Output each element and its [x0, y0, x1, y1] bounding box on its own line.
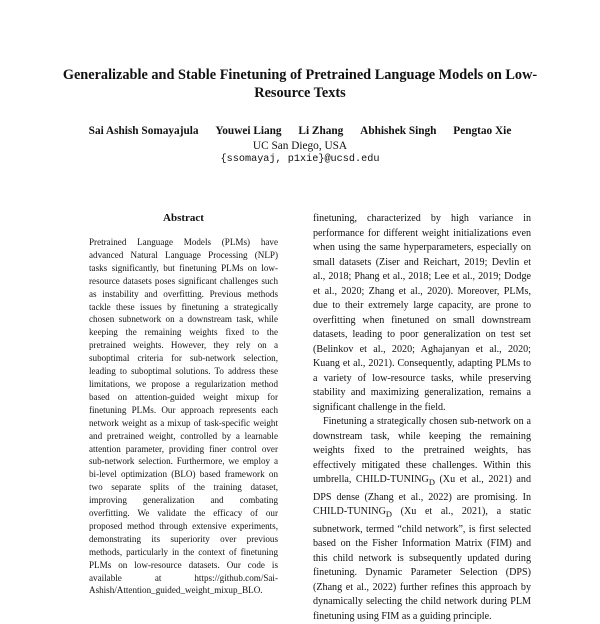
abstract-text: Pretrained Language Models (PLMs) have advanced Natural Language Processing (NLP) tasks significantly, but finetuning PLMs on low-resource datasets poses significant challenges such as instability and overfitting. Previous methods tackle these issues by finetuning a strategically chosen subnetwork on a downstream task, while keeping the remaining weights fixed to the pretrained weights. However, they rely on a suboptimal criteria for sub-network selection, leading to suboptimal solutions. To address these limitations, we propose a regularization method based on attention-guided weight mixup for finetuning PLMs. Our approach represents each network weight as a mixup of task-specific weight and pretrained weight, controlled by a learnable attention parameter, providing finer control over sub-network selection. Furthermore, we employ a bi-level optimization (BLO) based framework on two separate splits of the training dataset, improving generalization and combating overfitting. We validate the efficacy of our proposed method through extensive experiments, demonstrating its superiority over previous methods, particularly in the context of finetuning PLMs on low-resource datasets. Our code is available at https://github.com/Sai-Ashish/Attention_guided_weight_mixup_BLO.	[89, 237, 278, 596]
author-list	[30, 124, 570, 139]
paragraph-text: Finetuning a strategically chosen sub-network on a downstream task, while keeping the remaining weights fixed to the pretrained weights, has effectively mitigated these challenges. Within this umbrella, CHILD-TUNING	[313, 416, 531, 485]
paragraph-text: (Xu et al., 2021), a static subnetwork, termed “child network”, is first selected based on the Fisher Information Matrix (FIM) and this child network is subsequently updated during finetuning. Dynamic Parameter Selection (DPS) (Zhang et al., 2022) further refines this approach by dynamically selecting the child network during PLM finetuning using FIM as a guiding principle.	[313, 506, 531, 622]
subscript: D	[428, 478, 435, 488]
author-name: Li Zhang	[298, 125, 344, 137]
body-paragraph	[313, 415, 531, 624]
body-column	[313, 212, 531, 624]
author-email: {ssomayaj, p1xie}@ucsd.edu	[220, 154, 380, 165]
author-name: Youwei Liang	[215, 125, 282, 137]
paper-title: Generalizable and Stable Finetuning of Pretrained Language Models on Low-Resource Texts	[62, 67, 538, 101]
author-name: Abhishek Singh	[360, 125, 437, 137]
author-name: Pengtao Xie	[453, 125, 512, 137]
author-name: Sai Ashish Somayajula	[88, 125, 199, 137]
paragraph-text: (Xu et al., 2021) and DPS dense (Zhang et al., 2022) are promising. In CHILD-TUNING	[313, 474, 531, 518]
subscript: D	[385, 510, 392, 520]
abstract-heading: Abstract	[163, 212, 204, 224]
affiliation: UC San Diego, USA	[252, 140, 348, 152]
body-paragraph: finetuning, characterized by high variance in performance for different weight initializations even when using the same hyperparameters, especially on small datasets (Ziser and Reichart, 2019; Devlin et al., 2018; Phang et al., 2018; Lee et al., 2019; Dodge et al., 2020; Zhang et al., 2020). Moreover, PLMs, due to their extremely large capacity, are prone to overfitting when finetuned on small downstream datasets, leading to poor generalization on test set (Belinkov et al., 2020; Aghajanyan et al., 2020; Kuang et al., 2021). Consequently, adapting PLMs to a variety of low-resource tasks, while preserving stability and maximizing generalization, remains a significant challenge in the field.	[313, 213, 531, 413]
